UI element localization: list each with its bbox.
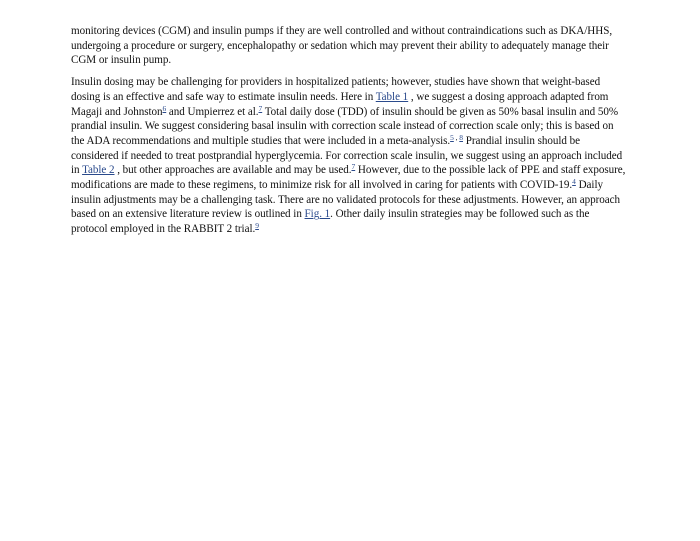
reference-5-link[interactable]: 5	[450, 132, 454, 142]
table-1-link[interactable]: Table 1	[375, 90, 409, 103]
figure-1-link[interactable]: Fig. 1	[304, 208, 331, 221]
reference-separator: ,	[453, 132, 460, 142]
article-body	[71, 24, 627, 244]
reference-9-link[interactable]: 9	[255, 221, 259, 231]
text-run: . Other daily insulin strategies may be followed such as the protocol employed in the RABBIT 2 trial.	[71, 208, 590, 236]
reference-6-link[interactable]: 6	[162, 103, 167, 113]
text-run: However, due to the possible lack of PPE and staff exposure, modifications are made to these regimens, to minimize risk for all involved in caring for patients with COVID-19.	[71, 164, 626, 192]
text-run: Total daily dose (TDD) of insulin should be given as 50% basal insulin and 50% prandial insulin. We suggest considering basal insulin with correction scale instead of correction scale only; this is based on the ADA recommendations and multiple studies that were included in a meta-analysis.	[71, 105, 619, 147]
reference-7-link[interactable]: 7	[258, 103, 263, 113]
text-run: Prandial insulin should be considered if needed to treat postprandial hyperglycemia. For correction scale insulin, we suggest using an approach included in	[71, 134, 623, 177]
reference-8-link[interactable]: 8	[459, 132, 463, 142]
text-run: Daily insulin adjustments may be a challenging task. There are no validated protocols for these adjustments. However, an approach based on an extensive literature review is outlined in	[71, 179, 620, 221]
table-2-link[interactable]: Table 2	[82, 164, 115, 177]
text-run: Insulin dosing may be challenging for providers in hospitalized patients; however, studies have shown that weight-based dosing is an effective and safe way to estimate insulin needs. Here in	[71, 76, 601, 103]
text-run: , but other approaches are available and may be used.	[114, 164, 352, 177]
paragraph-1: monitoring devices (CGM) and insulin pumps if they are well controlled and without contraindications such as DKA/HHS, undergoing a procedure or surgery, encephalopathy or sedation which may prevent their ability to adequately manage their CGM or insulin pump.	[71, 25, 613, 67]
paragraph-2	[71, 75, 627, 237]
text-run: and Umpierrez et al.	[166, 105, 259, 118]
text-run: , we suggest a dosing approach adapted from Magaji and Johnston	[71, 90, 609, 118]
reference-7-link[interactable]: 7	[351, 162, 356, 172]
reference-4-link[interactable]: 4	[572, 177, 576, 187]
